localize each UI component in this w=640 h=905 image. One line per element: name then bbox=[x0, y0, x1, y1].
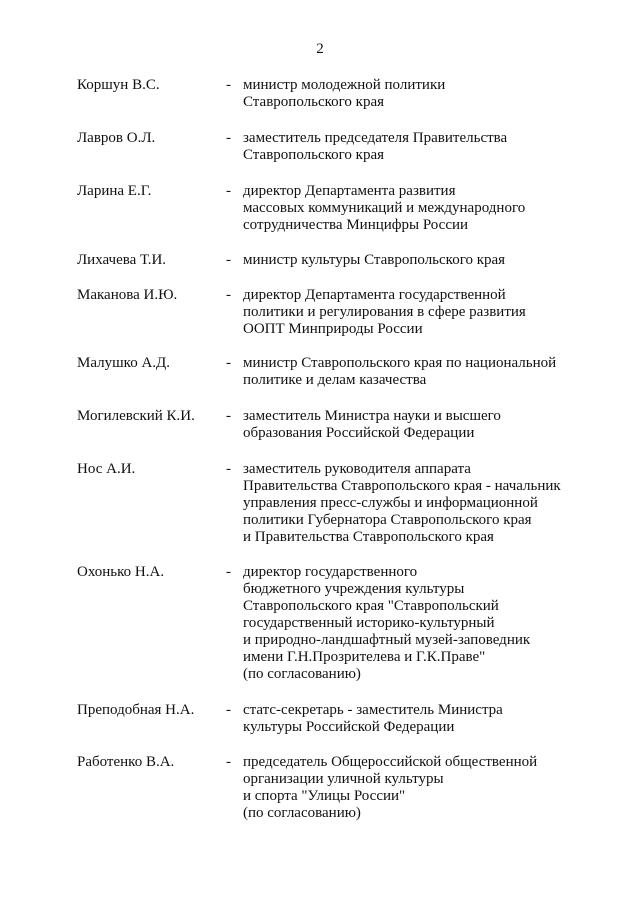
member-position: заместитель председателя Правительства Ставропольского края bbox=[243, 130, 508, 163]
member-dash: - bbox=[226, 252, 231, 268]
member-name: Ларина Е.Г. bbox=[77, 183, 152, 199]
member-name: Преподобная Н.А. bbox=[77, 702, 195, 718]
member-dash: - bbox=[226, 461, 231, 477]
member-position: заместитель руководителя аппарата Правительства Ставропольского края - начальник управления пресс-службы и информационной политики Губернатора Ставропольского края и Правительства Ставропольского края bbox=[243, 461, 561, 545]
member-position: статс-секретарь - заместитель Министра культуры Российской Федерации bbox=[243, 702, 503, 735]
member-dash: - bbox=[226, 355, 231, 371]
member-name: Маканова И.Ю. bbox=[77, 287, 178, 303]
list-item bbox=[0, 461, 640, 561]
member-position: директор государственного бюджетного учреждения культуры Ставропольского края "Ставропольский государственный историко-культурный и природно-ландшафтный музей-заповедник имени Г.Н.Прозрителева и Г.К.Праве" (по согласованию) bbox=[243, 564, 531, 682]
member-dash: - bbox=[226, 702, 231, 718]
member-position: министр Ставропольского края по национальной политике и делам казачества bbox=[243, 355, 557, 388]
member-name: Охонько Н.А. bbox=[77, 564, 165, 580]
list-item bbox=[0, 564, 640, 682]
page-number: 2 bbox=[316, 41, 324, 57]
member-name: Коршун В.С. bbox=[77, 77, 160, 93]
member-name: Малушко А.Д. bbox=[77, 355, 171, 371]
member-dash: - bbox=[226, 77, 231, 93]
member-name: Лихачева Т.И. bbox=[77, 252, 167, 268]
member-name: Могилевский К.И. bbox=[77, 408, 195, 424]
member-position: министр молодежной политики Ставропольского края bbox=[243, 77, 446, 110]
member-dash: - bbox=[226, 130, 231, 146]
list-item bbox=[0, 754, 640, 854]
member-dash: - bbox=[226, 564, 231, 580]
member-dash: - bbox=[226, 408, 231, 424]
member-position: директор Департамента развития массовых коммуникаций и международного сотрудничества Минцифры России bbox=[243, 183, 526, 233]
member-position: председатель Общероссийской общественной организации уличной культуры и спорта "Улицы России" (по согласованию) bbox=[243, 754, 538, 821]
member-position: директор Департамента государственной политики и регулирования в сфере развития ООПТ Минприроды России bbox=[243, 287, 526, 337]
member-dash: - bbox=[226, 754, 231, 770]
member-name: Работенко В.А. bbox=[77, 754, 175, 770]
member-position: министр культуры Ставропольского края bbox=[243, 252, 506, 268]
member-position: заместитель Министра науки и высшего образования Российской Федерации bbox=[243, 408, 501, 441]
member-dash: - bbox=[226, 287, 231, 303]
member-name: Нос А.И. bbox=[77, 461, 136, 477]
member-name: Лавров О.Л. bbox=[77, 130, 156, 146]
member-dash: - bbox=[226, 183, 231, 199]
